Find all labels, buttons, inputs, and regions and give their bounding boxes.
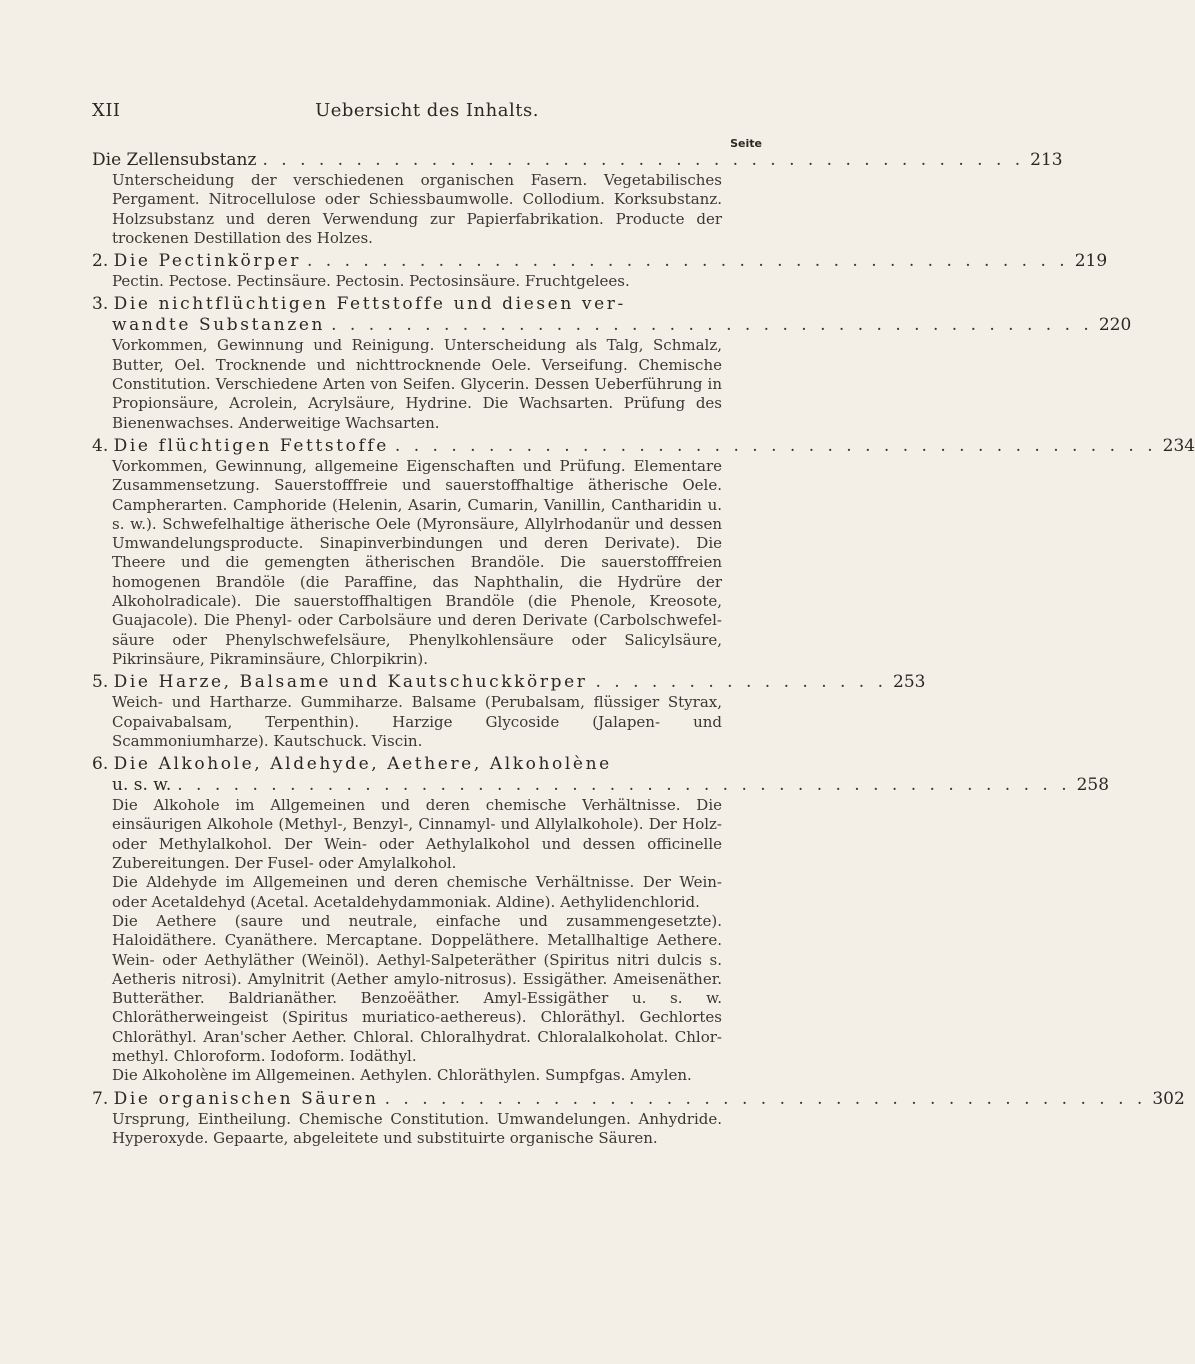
toc-page-number: 253 [893,672,926,693]
leader-dots: . . . . . . . . . . . . . . . . . . . . . . . . . . . . . . . . . . . . . . . . . [262,150,1025,170]
description-paragraph: Pectin. Pectose. Pectinsäure. Pectosin. Pectosinsäure. Fruchtgelees. [112,272,630,291]
toc-entry-description [92,336,762,432]
description-paragraph: Die Aldehyde im Allgemeinen und deren chemische Verhältnisse. Der Wein- oder Acetaldehyd (Acetal. Acetaldehydammoniak. Aldine). Aethylidenchlorid. [112,873,722,911]
toc-entry-description [92,457,762,669]
description-paragraph: Die Alkohole im Allgemeinen und deren chemische Verhältnisse. Die einsäurigen Alkohole (Methyl-, Benzyl-, Cinnamyl- und Allylalkohole). Der Holz- oder Methylalkohol. Der Wein- oder Aethylalkohol und dessen officinelle Zubereitungen. Der Fusel- oder Amylalkohol. [112,796,722,873]
toc-entry-description [92,693,762,751]
toc-entry-title: wandte Substanzen [112,315,326,336]
toc-page-number: 234 [1162,435,1195,456]
toc-entry-line [92,251,1108,272]
toc-entry-description [92,1110,762,1149]
toc-entry-line [92,315,1132,336]
toc-page-number: 213 [1030,150,1063,170]
toc-entry-line [92,1088,1185,1110]
toc-entry-description [92,796,762,1085]
toc-page-number: 219 [1074,251,1108,272]
toc-page-number: 220 [1098,315,1132,336]
description-paragraph: Unterscheidung der verschiedenen organischen Fasern. Vegetabilisches Pergament. Nitrocellulose oder Schiessbaumwolle. Collodium. Korksubstanz. Holzsubstanz und deren Verwendung zur Papierfabrikation. Producte der trockenen Destillation des Holzes. [112,171,722,247]
toc-entry-title: Die Pectinkörper [113,251,301,272]
leader-dots: . . . . . . . . . . . . . . . . . . . . . . . . . . . . . . . . . . . . . . . . . [394,435,1157,456]
toc-entry-line [92,775,1110,796]
table-of-contents [92,150,1195,1151]
toc-page-number: 258 [1076,775,1110,796]
toc-entry-title: u. s. w. [112,775,172,796]
toc-entry-title: Die Harze, Balsame und Kautschuckkörper [113,672,588,693]
description-paragraph: Vorkommen, Gewinnung, allgemeine Eigenschaften und Prüfung. Elementare Zusammensetzung. Sauerstofffreie und sauerstoffhaltige ätherische Oele. Campherarten. Camphoride (Helenin, Asarin, Cumarin, Vanillin, Cantharidin u. s. w.). Schwefelhaltige ätherische Oele (Myronsäure, Allylrhodanür und dessen Umwandelungsproducte. Sinapinverbindungen und deren Derivate). Die Theere und die gemengten ätherischen Brandöle. Die sauerstofffreien homogenen Brandöle (die Paraffine, das Naphthalin, die Hydrüre der Alkoholradicale). Die sauerstoffhaltigen Brandöle (die Phenole, Kreosote, Guajacole). Die Phenyl- oder Carbolsäure und deren Derivate (Carbolschwefelsäure oder Phenylschwefelsäure, Phenylkohlensäure oder Salicylsäure, Pikrinsäure, Pikraminsäure, Chlorpikrin). [112,456,722,668]
description-paragraph: Die Alkoholène im Allgemeinen. Aethylen. Chloräthylen. Sumpfgas. Amylen. [112,1066,692,1085]
toc-page-number: 302 [1152,1088,1185,1109]
toc-entry-line [92,435,1195,457]
leader-dots: . . . . . . . . . . . . . . . . [595,672,888,693]
toc-entry-description [92,171,762,248]
description-paragraph: Vorkommen, Gewinnung und Reinigung. Unterscheidung als Talg, Schmalz, Butter, Oel. Trocknende und nichttrocknende Oele. Verseifung. Chemische Constitution. Verschiedene Arten von Seifen. Glycerin. Dessen Ueberführung in Propionsäure, Acrolein, Acrylsäure, Hydrine. Die Wachsarten. Prüfung des Bienenwachses. Anderweitige Wachsarten. [112,336,722,432]
toc-entry-description [92,272,762,291]
toc-entry-title-line1: Die nichtflüchtigen Fettstoffe und diesen ver- [113,294,626,315]
toc-entry-title: Die Zellensubstanz [92,150,257,170]
toc-entry-number: 2. [92,251,109,272]
page-number: XII [92,100,121,121]
description-paragraph: Ursprung, Eintheilung. Chemische Constitution. Umwandelungen. Anhydride. Hyperoxyde. Gepaarte, abgeleitete und substituirte organische Säuren. [112,1109,722,1147]
seite-column-label: Seite [730,137,762,150]
running-title: Uebersicht des Inhalts. [315,100,539,121]
leader-dots: . . . . . . . . . . . . . . . . . . . . . . . . . . . . . . . . . . . . . . . . . [306,251,1069,272]
toc-entry-fluechtige-fettstoffe [92,435,1195,669]
toc-entry-title: Die flüchtigen Fettstoffe [113,435,389,456]
toc-entry-number: 7. [92,1088,109,1109]
description-paragraph: Die Aethere (saure und neutrale, einfache und zusammengesetzte). Haloidäthere. Cyanäthere. Mercaptane. Doppeläthere. Metallhaltige Aethere. Wein- oder Aethyläther (Weinöl). Aethyl-Salpeteräther (Spiritus nitri dulcis s. Aetheris nitrosi). Amylnitrit (Aether amylo-nitrosus). Essigäther. Ameisenäther. Butteräther. Baldrianäther. Benzoëäther. Amyl-Essigäther u. s. w. Chlorätherweingeist (Spiritus muriatico-aethereus). Chloräthyl. Gechlortes Chloräthyl. Aran'scher Aether. Chloral. Chloralhydrat. Chloralalkoholat. Chlormethyl. Chloroform. Iodoform. Iodäthyl. [112,911,722,1065]
toc-entry-number: 4. [92,435,109,456]
toc-entry-number: 3. [92,294,109,315]
toc-entry-organische-saeuren [92,1088,1185,1149]
toc-entry-number: 5. [92,672,109,693]
toc-entry-line [92,150,1063,171]
toc-entry-title-line1: Die Alkohole, Aldehyde, Aethere, Alkoholène [113,754,612,775]
toc-entry-fettstoffe [92,294,1132,432]
leader-dots: . . . . . . . . . . . . . . . . . . . . . . . . . . . . . . . . . . . . . . . . . [331,315,1093,336]
toc-entry-title: Die organischen Säuren [113,1088,379,1109]
toc-entry-pectinkoerper [92,251,1108,291]
toc-entry-alkohole [92,754,1110,1085]
leader-dots: . . . . . . . . . . . . . . . . . . . . . . . . . . . . . . . . . . . . . . . . . . . . . . . . [177,775,1071,796]
toc-entry-number: 6. [92,754,109,775]
toc-entry-line [92,672,926,693]
toc-entry-harze [92,672,926,751]
leader-dots: . . . . . . . . . . . . . . . . . . . . . . . . . . . . . . . . . . . . . . . . . [384,1088,1147,1109]
description-paragraph: Weich- und Hartharze. Gummiharze. Balsame (Perubalsam, flüssiger Styrax, Copaivabalsam, Terpenthin). Harzige Glycoside (Jalapen- und Scammoniumharze). Kautschuck. Viscin. [112,693,722,750]
toc-entry-zellensubstanz [92,150,1063,248]
